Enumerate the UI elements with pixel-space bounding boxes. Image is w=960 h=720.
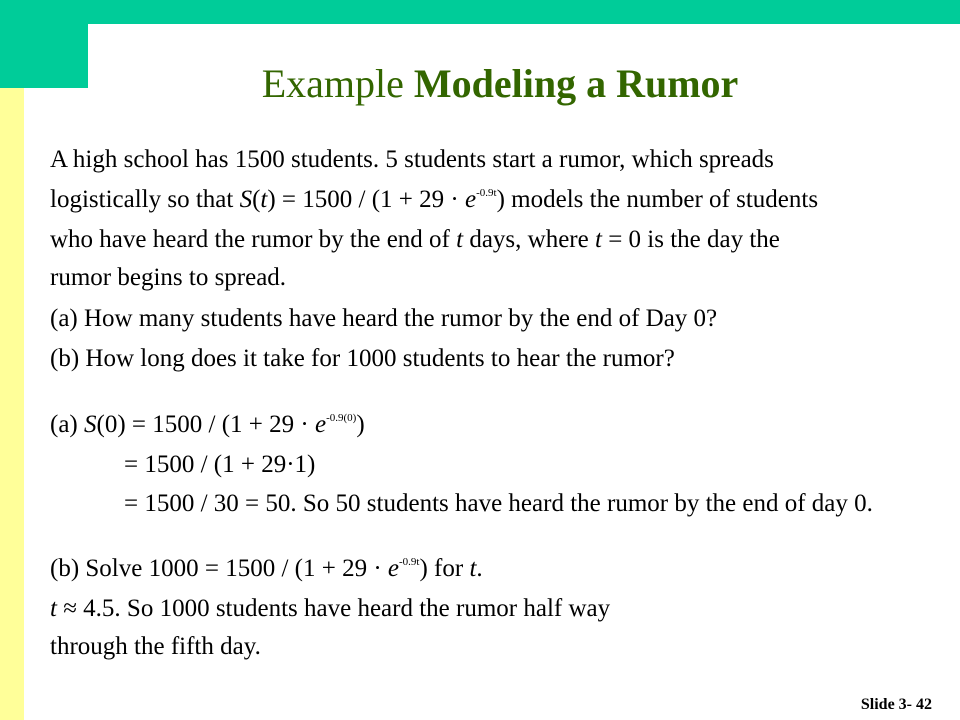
title-topic: Modeling a Rumor <box>413 61 739 106</box>
problem-line-3: who have heard the rumor by the end of t days, where t = 0 is the day the <box>50 226 780 253</box>
solution-a-line-3: = 1500 / 30 = 50. So 50 students have heard the rumor by the end of day 0. <box>124 490 873 517</box>
problem-line-1: A high school has 1500 students. 5 students start a rumor, which spreads <box>50 146 774 173</box>
question-b: (b) How long does it take for 1000 students to hear the rumor? <box>50 345 675 372</box>
top-accent-bar <box>0 0 960 24</box>
problem-line-2: logistically so that $S(t) = 1500 / (1 + 29 \cdot e^{-0.9t})$ models the number of students <box>50 186 819 213</box>
solution-a-line-1: (a) $S(0) = 1500 / (1 + 29 \cdot e^{-0.9(0)})$ <box>50 411 365 438</box>
problem-line-4: rumor begins to spread. <box>50 264 287 291</box>
side-accent-bar <box>0 88 24 720</box>
solution-b-line-1: (b) Solve $1000 = 1500 / (1 + 29 \cdot e^{-0.9t})$ for t. <box>50 555 483 582</box>
slide-number: Slide 3- 42 <box>860 696 932 713</box>
slide-title <box>0 61 960 106</box>
title-prefix: Example <box>261 61 414 106</box>
solution-b-line-2: t ≈ 4.5. So 1000 students have heard the rumor half way <box>50 595 611 622</box>
solution-a-line-2: = 1500 / (1 + 29·1) <box>124 451 316 478</box>
solution-b-line-3: through the fifth day. <box>50 633 261 660</box>
question-a: (a) How many students have heard the rumor by the end of Day 0? <box>50 305 718 332</box>
